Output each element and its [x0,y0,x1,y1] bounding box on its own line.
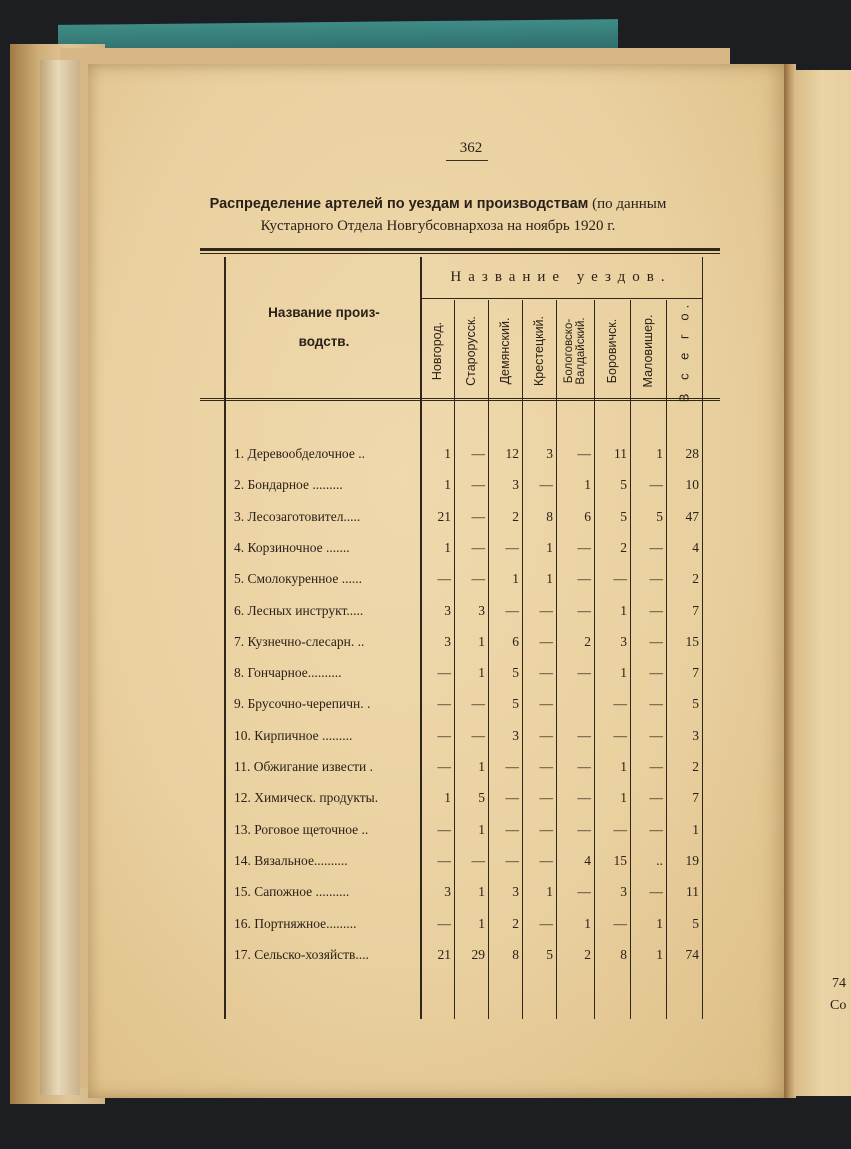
table-cell: 2 [584,634,591,649]
table-cell: — [437,571,451,586]
table-cell: 28 [685,446,699,461]
table-cell: 7 [692,665,699,680]
table-cell: 1 [620,603,627,618]
table-cell: 8 [546,509,553,524]
table-cell: 74 [685,947,699,962]
table-cell: 5 [512,696,519,711]
next-page-text-1: 74 [832,976,846,991]
column-header-6 [594,306,630,396]
table-cell: — [471,728,485,743]
table-cell: 1 [584,916,591,931]
table-rule-vertical [454,300,455,1019]
row-label: 6. Лесных инструкт..... [234,603,364,618]
table-cell: — [649,884,663,899]
table-cell: — [649,634,663,649]
table-cell: — [577,540,591,555]
table-cell: 4 [692,540,699,555]
table-cell: — [539,696,553,711]
table-cell: — [613,728,627,743]
table-cell: — [649,603,663,618]
table-title-line-2: Кустарного Отдела Новгубсовнархоза на ноябрь 1920 г. [260,218,616,234]
table-cell: — [437,822,451,837]
table-cell: 1 [656,446,663,461]
table-cell: 21 [437,509,451,524]
table-cell: 5 [620,509,627,524]
table-rule-vertical [488,300,489,1019]
table-cell: 1 [656,916,663,931]
table-rule-vertical [630,300,631,1019]
column-header-label: Бологовско- Валдайский. [563,317,587,385]
page-stack-edge [40,60,80,1095]
table-cell: 4 [584,853,591,868]
book-page [88,64,788,1098]
table-cell: — [577,603,591,618]
production-header-line-2: водств. [298,334,350,349]
column-header-5 [556,306,594,396]
table-cell: 1 [656,947,663,962]
column-header-4 [522,306,556,396]
row-label: 10. Кирпичное ......... [234,728,353,743]
table-cell: 1 [620,790,627,805]
table-cell: 1 [546,884,553,899]
table-cell: 2 [692,571,699,586]
table-cell: 21 [437,947,451,962]
column-header-label: Демянский. [498,317,512,385]
row-label: 3. Лесозаготовител..... [234,509,361,524]
table-rule-vertical [522,300,523,1019]
table-cell: — [649,728,663,743]
table-cell: — [437,728,451,743]
districts-header: Название уездов. [450,269,672,285]
table-cell: 1 [444,790,451,805]
table-cell: — [577,446,591,461]
column-header-1 [420,306,454,396]
table-cell: — [505,790,519,805]
table-cell: — [471,446,485,461]
column-header-3 [488,306,522,396]
table-cell: 15 [685,634,699,649]
table-cell: 1 [478,759,485,774]
column-header-label: Новгород. [430,321,444,381]
table-cell: 7 [692,603,699,618]
table-cell: 3 [512,477,519,492]
table-rule-vertical [702,257,703,1019]
table-cell: 5 [656,509,663,524]
column-header-8 [666,299,702,403]
table-cell: 3 [444,634,451,649]
row-label: 2. Бондарное ......... [234,477,343,492]
table-cell: 6 [512,634,519,649]
table-cell: 1 [620,665,627,680]
table-cell: — [649,696,663,711]
table-cell: — [613,571,627,586]
table-cell: 1 [512,571,519,586]
table-cell: 5 [546,947,553,962]
table-cell: 2 [620,540,627,555]
table-cell: — [613,916,627,931]
table-title-rest: (по данным [592,196,667,212]
table-cell: 1 [444,477,451,492]
table-cell: — [649,477,663,492]
table-cell: — [539,603,553,618]
table-cell: — [471,540,485,555]
production-header [228,298,420,356]
column-header-7 [630,306,666,396]
table-cell: 11 [614,446,627,461]
table-cell: — [437,853,451,868]
column-header-label: В с е г о. [676,299,692,403]
table-cell: — [577,571,591,586]
column-header-label: Маловишер. [641,314,655,388]
table-cell: 5 [512,665,519,680]
table-cell: — [539,665,553,680]
table-cell: — [471,853,485,868]
table-rule-vertical [666,300,667,1019]
table-rule-vertical [224,257,226,1019]
table-cell: 1 [478,822,485,837]
table-cell: 1 [444,446,451,461]
table-cell: 47 [685,509,699,524]
next-page-edge [794,70,851,1096]
table-cell: 8 [512,947,519,962]
table-title-bold: Распределение артелей по уездам и производствам [209,196,589,212]
table-cell: — [577,790,591,805]
table-cell: 3 [620,634,627,649]
table-cell: — [471,477,485,492]
table-cell: — [649,540,663,555]
column-header-2 [454,306,488,396]
table-cell: 5 [620,477,627,492]
table-cell: 3 [444,884,451,899]
table-cell: — [539,790,553,805]
table-cell: 3 [512,884,519,899]
table-cell: — [505,540,519,555]
table-rule-vertical [594,300,595,1019]
table-cell: — [577,822,591,837]
table-rule-horizontal [200,398,720,399]
table-cell: 2 [512,509,519,524]
table-cell: 1 [478,916,485,931]
table-cell: — [649,822,663,837]
table-cell: — [539,916,553,931]
table-cell: — [539,853,553,868]
table-cell: — [577,665,591,680]
page-number-underline [446,160,488,161]
row-label: 12. Химическ. продукты. [234,790,379,805]
table-cell: 1 [620,759,627,774]
table-cell: — [649,571,663,586]
table-cell: 3 [512,728,519,743]
column-header-label: Старорусск. [464,316,478,386]
page-number: 362 [459,140,483,156]
row-label: 15. Сапожное .......... [234,884,350,899]
table-cell: 1 [546,571,553,586]
table-cell: .. [656,853,663,868]
table-cell: 1 [584,477,591,492]
table-cell: — [505,759,519,774]
row-label: 9. Брусочно-черепичн. . [234,696,371,711]
table-cell: — [505,603,519,618]
column-header-label: Крестецкий. [532,315,546,387]
table-cell: 3 [692,728,699,743]
table-cell: — [437,665,451,680]
row-label: 7. Кузнечно-слесарн. .. [234,634,365,649]
table-cell: — [649,790,663,805]
table-cell: — [649,665,663,680]
table-cell: — [613,822,627,837]
table-cell: 3 [546,446,553,461]
table-rule-horizontal [200,400,720,401]
table-cell: 2 [692,759,699,774]
table-cell: — [437,696,451,711]
table-rule-horizontal [200,248,720,251]
table-cell: 3 [620,884,627,899]
table-cell: 10 [685,477,699,492]
table-cell: — [437,916,451,931]
table-rule-horizontal [200,253,720,254]
table-cell: — [539,759,553,774]
table-cell: — [613,696,627,711]
table-cell: — [577,728,591,743]
row-label: 11. Обжигание извести . [234,759,373,774]
table-cell: 5 [692,916,699,931]
table-cell: 3 [478,603,485,618]
row-label: 1. Деревообделочное .. [234,446,365,461]
row-label: 4. Корзиночное ....... [234,540,350,555]
table-rule-horizontal [420,298,702,299]
table-cell: 6 [584,509,591,524]
table-cell: 8 [620,947,627,962]
table-cell: — [539,822,553,837]
table-cell: — [505,853,519,868]
row-label: 17. Сельско-хозяйств.... [234,947,369,962]
table-cell: 1 [444,540,451,555]
table-cell: 7 [692,790,699,805]
table-cell: 2 [584,947,591,962]
table-cell: 5 [692,696,699,711]
table-cell: 15 [613,853,627,868]
row-label: 5. Смолокуренное ...... [234,571,362,586]
table-cell: — [471,571,485,586]
row-label: 8. Гончарное.......... [234,665,342,680]
table-cell: — [471,696,485,711]
table-cell: — [577,884,591,899]
table-cell: — [505,822,519,837]
table-title-line-1 [88,196,788,213]
table-cell: 3 [444,603,451,618]
table-rule-vertical [556,300,557,1019]
table-cell: — [437,759,451,774]
table-cell: 29 [471,947,485,962]
next-page-text-2: Co [830,998,847,1013]
table-cell: 2 [512,916,519,931]
table-cell: — [577,759,591,774]
table-cell: — [649,759,663,774]
table-cell: — [539,634,553,649]
column-header-label: Боровичск. [605,318,619,384]
table-cell: 1 [478,884,485,899]
table-cell: 1 [692,822,699,837]
table-cell: 1 [546,540,553,555]
table-cell: 12 [505,446,519,461]
row-label: 13. Роговое щеточное .. [234,822,369,837]
table-cell: 11 [686,884,699,899]
table-cell: 5 [478,790,485,805]
production-header-line-1: Название произ- [268,305,380,320]
row-label: 14. Вязальное.......... [234,853,348,868]
table-cell: 1 [478,634,485,649]
table-cell: — [539,728,553,743]
table-cell: 19 [685,853,699,868]
table-cell: — [471,509,485,524]
row-label: 16. Портняжное......... [234,916,357,931]
table-cell: — [539,477,553,492]
table-cell: 1 [478,665,485,680]
